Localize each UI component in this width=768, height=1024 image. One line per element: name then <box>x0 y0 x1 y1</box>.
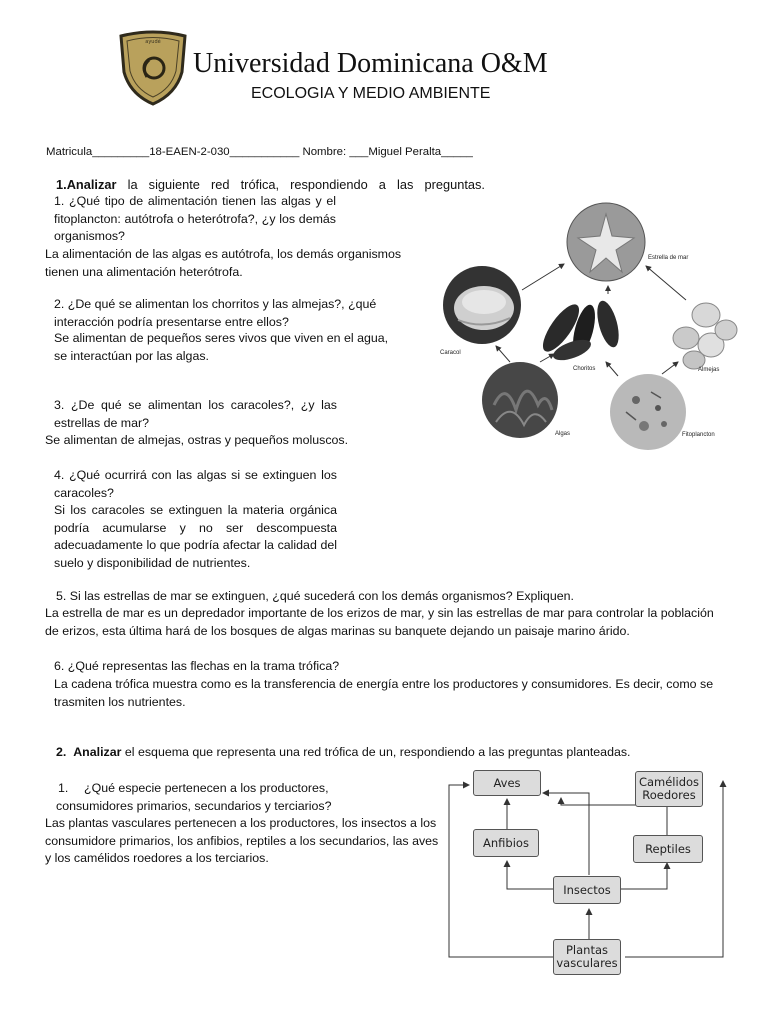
answer-6: La cadena trófica muestra como es la transferencia de energía entre los productores y consumidores. Es decir, como se trasmiten los nutrientes. <box>54 677 714 709</box>
node-camelidos-line2: Roedores <box>642 788 696 802</box>
answer-2: Se alimentan de pequeños seres vivos que viven en el agua, se interactúan por las algas. <box>54 331 389 363</box>
section2-question-1: ¿Qué especie pertenecen a los productores, consumidores primarios, secundarios y terciarios? <box>56 781 332 813</box>
answer-1: La alimentación de las algas es autótrofa, los demás organismos tienen una alimentación heterótrofa. <box>45 247 402 279</box>
label-estrella: Estrella de mar <box>648 255 689 261</box>
question-3: 3. ¿De qué se alimentan los caracoles?, ¿y las estrellas de mar? <box>54 398 337 430</box>
section1-heading-rest: la siguiente red trófica, respondiendo a las preguntas. <box>116 177 485 192</box>
node-camelidos-line1: Camélidos <box>638 775 700 789</box>
label-almejas: Almejas <box>698 367 720 373</box>
terrestrial-food-web-diagram <box>447 763 727 978</box>
node-plantas-line2: vasculares <box>556 956 618 970</box>
phytoplankton-image <box>610 374 686 450</box>
node-aves: Aves <box>473 770 541 796</box>
student-info-line: Matricula_________18-EAEN-2-030___________ Nombre: ___Miguel Peralta_____ <box>46 146 473 158</box>
question-1: 1. ¿Qué tipo de alimentación tienen las algas y el fitoplancton: autótrofa o heterótrofa?, ¿y los demás organismos? <box>54 194 336 244</box>
section1-heading <box>56 176 485 194</box>
question-2: 2. ¿De qué se alimentan los chorritos y las almejas?, ¿qué interacción podría presentarse entre ellos? <box>54 297 377 329</box>
section2-heading-bold: Analizar <box>73 745 122 759</box>
answer-5: La estrella de mar es un depredador importante de los erizos de mar, y sin las estrellas de mar para controlar la población de erizos, esta última hará de los bosques de algas marinas su banquete dejando un paisaje marino árido. <box>45 606 714 638</box>
section2-number: 2. <box>56 745 67 759</box>
node-camelidos-roedores <box>635 771 703 807</box>
section2-heading <box>56 744 736 762</box>
algae-image <box>482 362 558 438</box>
question-6: 6. ¿Qué representas las flechas en la trama trófica? <box>54 659 340 673</box>
university-shield-logo <box>118 30 188 106</box>
section1-heading-bold: Analizar <box>66 177 117 192</box>
shield-top-text: ayudé <box>145 39 161 45</box>
node-insectos: Insectos <box>553 876 621 904</box>
starfish-image <box>567 203 645 281</box>
node-anfibios: Anfibios <box>473 829 539 857</box>
question-4: 4. ¿Qué ocurrirá con las algas si se extinguen los caracoles? <box>54 468 337 500</box>
question-5: 5. Si las estrellas de mar se extinguen, ¿qué sucederá con los demás organismos? Expliquen. <box>56 589 574 603</box>
diagram-arrows <box>449 781 723 957</box>
section2-question-number: 1. <box>58 781 69 795</box>
mussels-image <box>537 298 623 364</box>
label-caracol: Caracol <box>440 350 461 356</box>
section2-heading-rest: el esquema que representa una red trófica de un, respondiendo a las preguntas planteadas. <box>121 745 631 759</box>
label-choritos: Choritos <box>573 366 596 372</box>
node-plantas-line1: Plantas <box>565 943 608 957</box>
subject-title: ECOLOGIA Y MEDIO AMBIENTE <box>251 85 491 102</box>
snail-image <box>443 266 521 344</box>
marine-food-web-figure <box>436 200 746 455</box>
answer-4: Si los caracoles se extinguen la materia orgánica podría acumularse y no ser descompuesta adecuadamente lo que podría afectar la calidad del suelo y disponibilidad de nutrientes. <box>54 503 337 570</box>
answer-3: Se alimentan de almejas, ostras y pequeños moluscos. <box>45 433 349 447</box>
label-fitoplancton: Fitoplancton <box>682 432 715 438</box>
clams-image <box>673 303 737 369</box>
node-plantas-vasculares <box>553 939 621 975</box>
university-title: Universidad Dominicana O&M <box>193 48 548 79</box>
label-algas: Algas <box>555 431 571 437</box>
node-reptiles: Reptiles <box>633 835 703 863</box>
section1-number: 1. <box>56 177 67 192</box>
section2-answer-1: Las plantas vasculares pertenecen a los productores, los insectos a los consumidore primarios, los anfibios, reptiles a los secundarios, las aves y los camélidos roedores a los terciarios. <box>45 816 439 866</box>
